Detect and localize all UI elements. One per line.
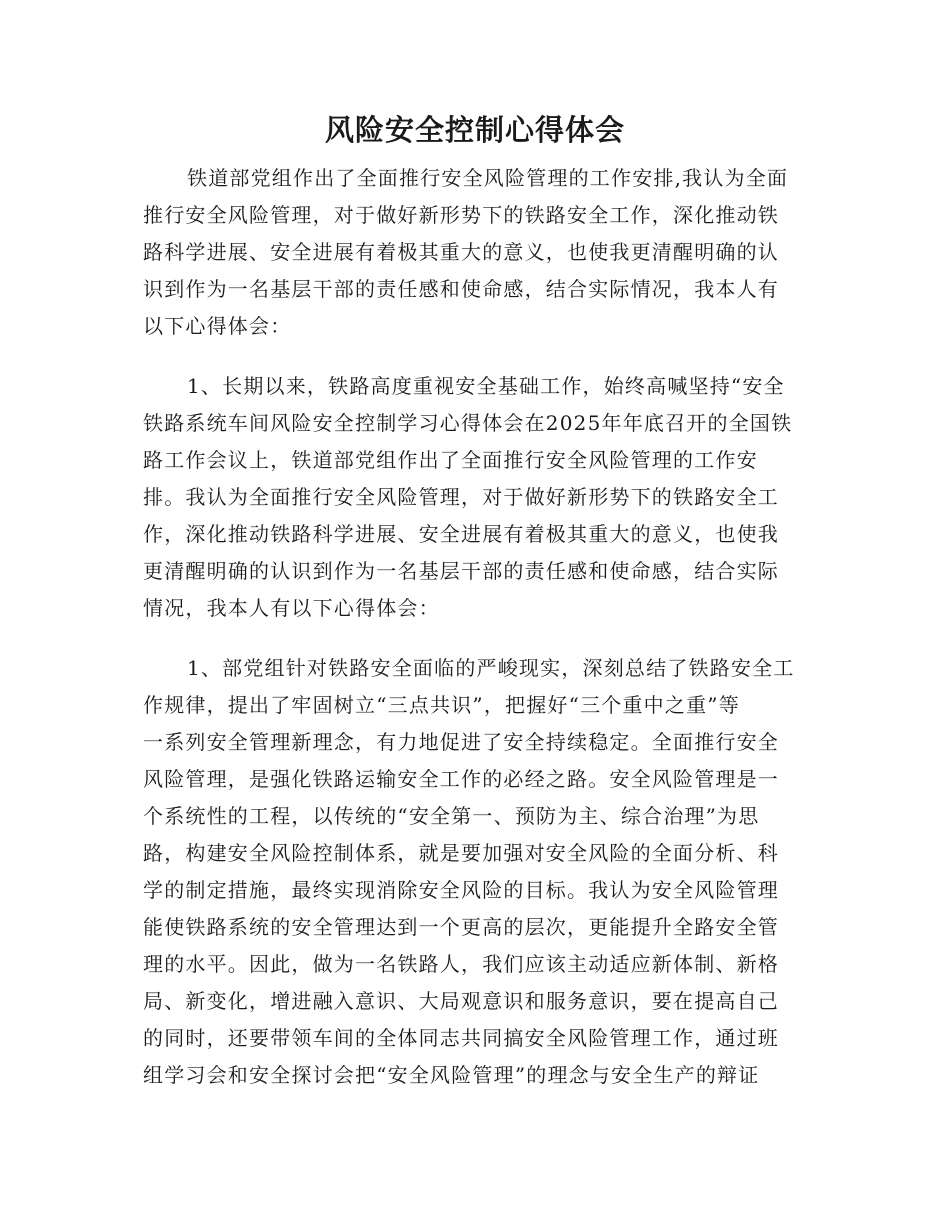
text-line: 理的水平。因此，做为一名铁路人，我们应该主动适应新体制、新格 — [143, 952, 779, 976]
text-line: 局、新变化，增进融入意识、大局观意识和服务意识，要在提高自己 — [143, 989, 779, 1013]
text-line: 情况，我本人有以下心得体会： — [143, 596, 440, 620]
paragraph-3 — [143, 650, 810, 1094]
paragraph-2 — [143, 368, 810, 627]
document-title: 风险安全控制心得体会 — [324, 113, 625, 147]
document-body — [143, 160, 810, 1117]
text-line: 作，深化推动铁路科学进展、安全进展有着极其重大的意义，也使我 — [143, 522, 779, 546]
text-line: 的同时，还要带领车间的全体同志共同搞安全风险管理工作，通过班 — [143, 1026, 779, 1050]
paragraph-1 — [143, 160, 810, 345]
text-line: 以下心得体会： — [143, 314, 292, 338]
text-line: 1、长期以来，铁路高度重视安全基础工作，始终高喊坚持“安全 — [187, 374, 785, 398]
text-line: 更清醒明确的认识到作为一名基层干部的责任感和使命感，结合实际 — [143, 559, 779, 583]
text-line: 作规律，提出了牢固树立“三点共识”，把握好“三个重中之重”等 — [143, 693, 740, 717]
text-line: 排。我认为全面推行安全风险管理，对于做好新形势下的铁路安全工 — [143, 485, 779, 509]
text-line: 识到作为一名基层干部的责任感和使命感，结合实际情况，我本人有 — [143, 277, 779, 301]
text-line: 能使铁路系统的安全管理达到一个更高的层次，更能提升全路安全管 — [143, 915, 779, 939]
text-line: 推行安全风险管理，对于做好新形势下的铁路安全工作，深化推动铁 — [143, 203, 779, 227]
text-line: 铁道部党组作出了全面推行安全风险管理的工作安排,我认为全面 — [187, 166, 789, 190]
text-line: 组学习会和安全探讨会把“安全风险管理”的理念与安全生产的辩证 — [143, 1063, 760, 1087]
text-line: 个系统性的工程，以传统的“安全第一、预防为主、综合治理”为思 — [143, 804, 760, 828]
text-line: 路科学进展、安全进展有着极其重大的意义，也使我更清醒明确的认 — [143, 240, 779, 264]
text-line: 一系列安全管理新理念，有力地促进了安全持续稳定。全面推行安全 — [143, 730, 779, 754]
text-line: 风险管理，是强化铁路运输安全工作的必经之路。安全风险管理是一 — [143, 767, 779, 791]
text-line: 路工作会议上，铁道部党组作出了全面推行安全风险管理的工作安 — [143, 448, 758, 472]
text-line: 铁路系统车间风险安全控制学习心得体会在2025年年底召开的全国铁 — [143, 411, 793, 435]
text-line: 学的制定措施，最终实现消除安全风险的目标。我认为安全风险管理 — [143, 878, 779, 902]
text-line: 路，构建安全风险控制体系，就是要加强对安全风险的全面分析、科 — [143, 841, 779, 865]
text-line: 1、部党组针对铁路安全面临的严峻现实，深刻总结了铁路安全工 — [187, 656, 795, 680]
